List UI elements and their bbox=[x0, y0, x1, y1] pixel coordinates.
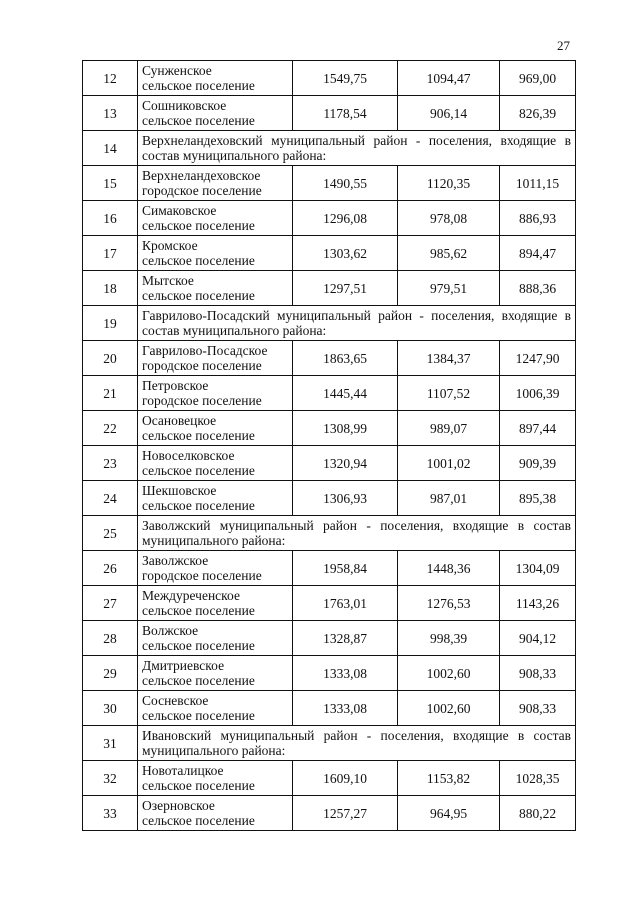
settlement-name bbox=[138, 481, 293, 516]
value-cell-v3: 969,00 bbox=[500, 61, 576, 96]
value-cell-v1: 1328,87 bbox=[293, 621, 398, 656]
settlement-name-line: сельское поселение bbox=[142, 638, 255, 653]
settlement-name-line: сельское поселение bbox=[142, 813, 255, 828]
settlement-name-line: сельское поселение bbox=[142, 253, 255, 268]
value-cell-v2: 987,01 bbox=[398, 481, 500, 516]
table-row bbox=[83, 691, 576, 726]
table-body bbox=[83, 61, 576, 831]
section-heading: Гаврилово-Посадский муниципальный район - поселения, входящие в состав муниципального района: bbox=[138, 306, 576, 341]
row-number: 26 bbox=[83, 551, 138, 586]
row-number: 17 bbox=[83, 236, 138, 271]
value-cell-v1: 1609,10 bbox=[293, 761, 398, 796]
value-cell-v1: 1178,54 bbox=[293, 96, 398, 131]
row-number: 23 bbox=[83, 446, 138, 481]
page-number: 27 bbox=[557, 38, 570, 53]
value-cell-v1: 1333,08 bbox=[293, 656, 398, 691]
value-cell-v1: 1958,84 bbox=[293, 551, 398, 586]
settlement-name bbox=[138, 656, 293, 691]
row-number: 19 bbox=[83, 306, 138, 341]
table-row bbox=[83, 61, 576, 96]
value-cell-v2: 1002,60 bbox=[398, 691, 500, 726]
table-row bbox=[83, 411, 576, 446]
settlement-name-line: сельское поселение bbox=[142, 218, 255, 233]
settlement-name-line: Гаврилово-Посадское bbox=[142, 343, 268, 358]
value-cell-v1: 1863,65 bbox=[293, 341, 398, 376]
value-cell-v3: 880,22 bbox=[500, 796, 576, 831]
settlement-name-line: Дмитриевское bbox=[142, 658, 225, 673]
value-cell-v1: 1303,62 bbox=[293, 236, 398, 271]
row-number: 33 bbox=[83, 796, 138, 831]
value-cell-v2: 1107,52 bbox=[398, 376, 500, 411]
table-row bbox=[83, 271, 576, 306]
value-cell-v1: 1257,27 bbox=[293, 796, 398, 831]
table-row bbox=[83, 201, 576, 236]
table-row bbox=[83, 96, 576, 131]
settlement-name-line: Шекшовское bbox=[142, 483, 217, 498]
settlement-name-line: сельское поселение bbox=[142, 708, 255, 723]
value-cell-v2: 1001,02 bbox=[398, 446, 500, 481]
settlement-name bbox=[138, 236, 293, 271]
value-cell-v2: 906,14 bbox=[398, 96, 500, 131]
row-number: 27 bbox=[83, 586, 138, 621]
value-cell-v3: 894,47 bbox=[500, 236, 576, 271]
value-cell-v1: 1297,51 bbox=[293, 271, 398, 306]
settlement-name-line: сельское поселение bbox=[142, 778, 255, 793]
value-cell-v3: 1028,35 bbox=[500, 761, 576, 796]
value-cell-v3: 1247,90 bbox=[500, 341, 576, 376]
settlement-name-line: сельское поселение bbox=[142, 498, 255, 513]
table-row bbox=[83, 341, 576, 376]
row-number: 20 bbox=[83, 341, 138, 376]
table-row bbox=[83, 481, 576, 516]
value-cell-v2: 979,51 bbox=[398, 271, 500, 306]
value-cell-v1: 1445,44 bbox=[293, 376, 398, 411]
value-cell-v3: 888,36 bbox=[500, 271, 576, 306]
value-cell-v3: 904,12 bbox=[500, 621, 576, 656]
value-cell-v3: 1143,26 bbox=[500, 586, 576, 621]
row-number: 32 bbox=[83, 761, 138, 796]
value-cell-v2: 1120,35 bbox=[398, 166, 500, 201]
table-row bbox=[83, 796, 576, 831]
settlement-name-line: Новоселковское bbox=[142, 448, 235, 463]
value-cell-v2: 1153,82 bbox=[398, 761, 500, 796]
settlement-name-line: Осановецкое bbox=[142, 413, 217, 428]
value-cell-v3: 886,93 bbox=[500, 201, 576, 236]
settlement-name-line: Заволжское bbox=[142, 553, 209, 568]
section-row bbox=[83, 516, 576, 551]
table-row bbox=[83, 656, 576, 691]
row-number: 14 bbox=[83, 131, 138, 166]
value-cell-v1: 1763,01 bbox=[293, 586, 398, 621]
table-row bbox=[83, 586, 576, 621]
section-heading: Верхнеландеховский муниципальный район - поселения, входящие в состав муниципального района: bbox=[138, 131, 576, 166]
value-cell-v3: 1011,15 bbox=[500, 166, 576, 201]
row-number: 30 bbox=[83, 691, 138, 726]
row-number: 13 bbox=[83, 96, 138, 131]
row-number: 28 bbox=[83, 621, 138, 656]
settlement-name-line: городское поселение bbox=[142, 568, 262, 583]
value-cell-v3: 897,44 bbox=[500, 411, 576, 446]
settlement-name bbox=[138, 376, 293, 411]
settlement-name-line: сельское поселение bbox=[142, 673, 255, 688]
row-number: 18 bbox=[83, 271, 138, 306]
settlement-name-line: сельское поселение bbox=[142, 428, 255, 443]
row-number: 24 bbox=[83, 481, 138, 516]
settlement-name bbox=[138, 621, 293, 656]
settlement-name-line: Верхнеландеховское bbox=[142, 168, 261, 183]
settlement-name-line: сельское поселение bbox=[142, 113, 255, 128]
settlement-name bbox=[138, 271, 293, 306]
section-row bbox=[83, 131, 576, 166]
settlement-name-line: сельское поселение bbox=[142, 463, 255, 478]
value-cell-v3: 826,39 bbox=[500, 96, 576, 131]
table-row bbox=[83, 621, 576, 656]
section-row bbox=[83, 726, 576, 761]
value-cell-v2: 1094,47 bbox=[398, 61, 500, 96]
settlement-name-line: городское поселение bbox=[142, 358, 262, 373]
value-cell-v2: 1384,37 bbox=[398, 341, 500, 376]
settlement-name bbox=[138, 201, 293, 236]
settlement-name-line: Междуреченское bbox=[142, 588, 240, 603]
value-cell-v3: 1006,39 bbox=[500, 376, 576, 411]
table-row bbox=[83, 551, 576, 586]
table-row bbox=[83, 166, 576, 201]
settlement-name-line: Сосневское bbox=[142, 693, 209, 708]
settlement-name-line: городское поселение bbox=[142, 393, 262, 408]
settlement-name bbox=[138, 586, 293, 621]
settlement-name-line: сельское поселение bbox=[142, 603, 255, 618]
settlement-name-line: Симаковское bbox=[142, 203, 217, 218]
table-row bbox=[83, 376, 576, 411]
settlement-name-line: Озерновское bbox=[142, 798, 215, 813]
section-row bbox=[83, 306, 576, 341]
value-cell-v1: 1333,08 bbox=[293, 691, 398, 726]
value-cell-v3: 908,33 bbox=[500, 656, 576, 691]
settlement-name bbox=[138, 796, 293, 831]
settlement-name-line: Сошниковское bbox=[142, 98, 227, 113]
row-number: 15 bbox=[83, 166, 138, 201]
value-cell-v1: 1490,55 bbox=[293, 166, 398, 201]
value-cell-v1: 1320,94 bbox=[293, 446, 398, 481]
value-cell-v2: 998,39 bbox=[398, 621, 500, 656]
settlement-name bbox=[138, 761, 293, 796]
settlement-name bbox=[138, 551, 293, 586]
value-cell-v2: 989,07 bbox=[398, 411, 500, 446]
table-row bbox=[83, 236, 576, 271]
settlement-name-line: Новоталицкое bbox=[142, 763, 224, 778]
section-heading: Ивановский муниципальный район - поселения, входящие в состав муниципального района: bbox=[138, 726, 576, 761]
settlement-name-line: Мытское bbox=[142, 273, 194, 288]
value-cell-v2: 1448,36 bbox=[398, 551, 500, 586]
value-cell-v1: 1549,75 bbox=[293, 61, 398, 96]
table-row bbox=[83, 761, 576, 796]
section-heading: Заволжский муниципальный район - поселения, входящие в состав муниципального района: bbox=[138, 516, 576, 551]
value-cell-v2: 1002,60 bbox=[398, 656, 500, 691]
settlement-name-line: Петровское bbox=[142, 378, 209, 393]
row-number: 16 bbox=[83, 201, 138, 236]
row-number: 25 bbox=[83, 516, 138, 551]
value-cell-v2: 978,08 bbox=[398, 201, 500, 236]
value-cell-v2: 985,62 bbox=[398, 236, 500, 271]
settlement-name-line: сельское поселение bbox=[142, 78, 255, 93]
value-cell-v3: 1304,09 bbox=[500, 551, 576, 586]
row-number: 21 bbox=[83, 376, 138, 411]
settlement-name-line: Сунженское bbox=[142, 63, 212, 78]
settlement-name bbox=[138, 411, 293, 446]
settlement-name bbox=[138, 166, 293, 201]
row-number: 22 bbox=[83, 411, 138, 446]
value-cell-v2: 1276,53 bbox=[398, 586, 500, 621]
settlement-name-line: городское поселение bbox=[142, 183, 262, 198]
value-cell-v1: 1308,99 bbox=[293, 411, 398, 446]
row-number: 29 bbox=[83, 656, 138, 691]
settlement-name bbox=[138, 691, 293, 726]
table-row bbox=[83, 446, 576, 481]
settlement-name bbox=[138, 61, 293, 96]
value-cell-v3: 895,38 bbox=[500, 481, 576, 516]
row-number: 31 bbox=[83, 726, 138, 761]
settlement-name bbox=[138, 341, 293, 376]
settlement-name bbox=[138, 96, 293, 131]
value-cell-v3: 909,39 bbox=[500, 446, 576, 481]
value-cell-v1: 1296,08 bbox=[293, 201, 398, 236]
value-cell-v2: 964,95 bbox=[398, 796, 500, 831]
settlement-name-line: Кромское bbox=[142, 238, 198, 253]
value-cell-v3: 908,33 bbox=[500, 691, 576, 726]
value-cell-v1: 1306,93 bbox=[293, 481, 398, 516]
settlement-name bbox=[138, 446, 293, 481]
settlement-name-line: сельское поселение bbox=[142, 288, 255, 303]
row-number: 12 bbox=[83, 61, 138, 96]
settlements-table bbox=[82, 60, 576, 831]
settlement-name-line: Волжское bbox=[142, 623, 199, 638]
